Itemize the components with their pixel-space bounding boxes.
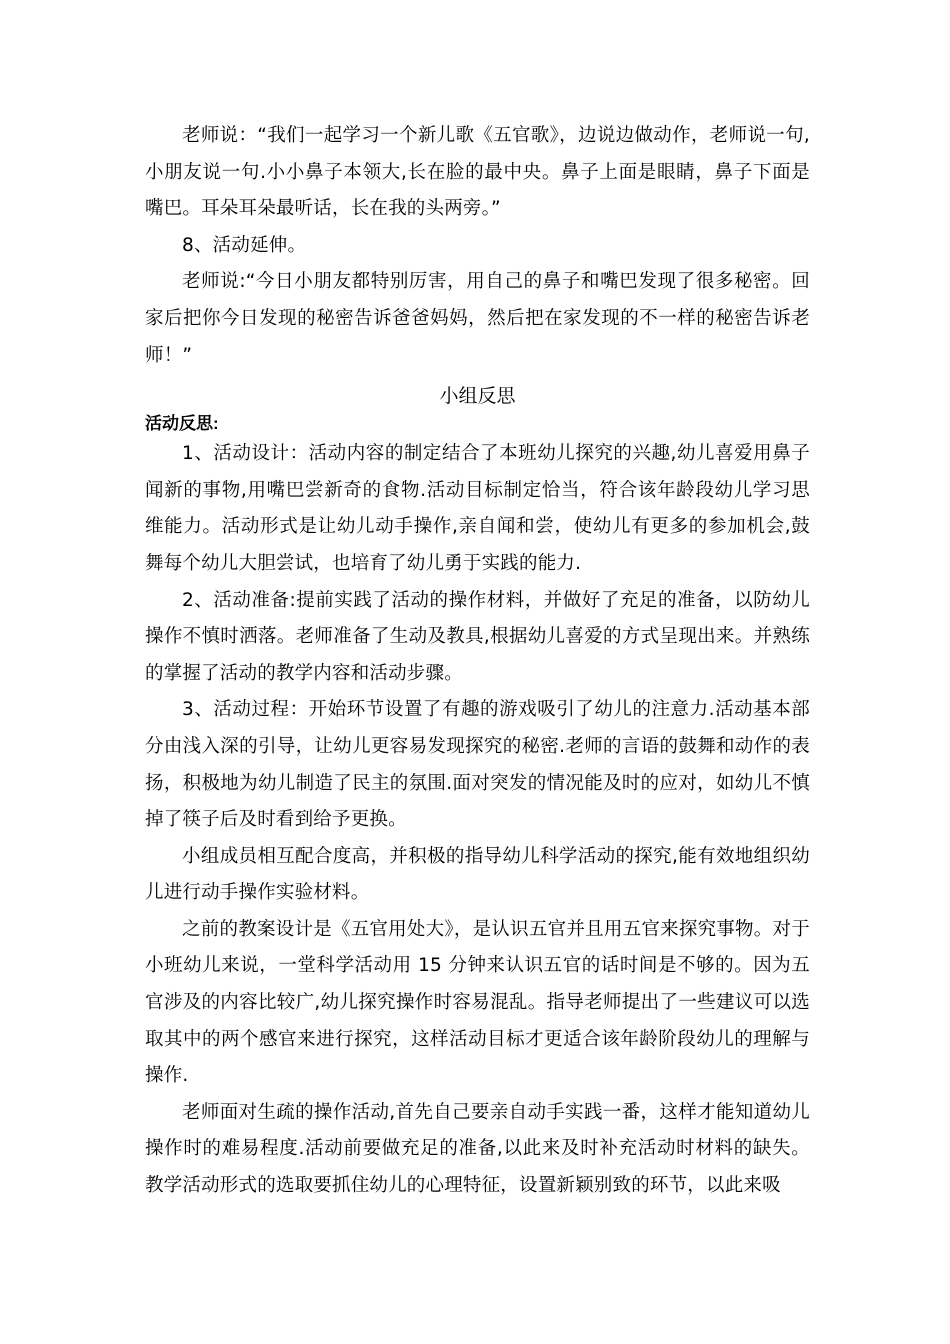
paragraph-preparation: 2、活动准备:提前实践了活动的操作材料，并做好了充足的准备，以防幼儿操作不慎时洒落。老师准备了生动及教具,根据幼儿喜爱的方式呈现出来。并熟练的掌握了活动的教学内容和活动步骤。 (145, 589, 810, 684)
paragraph-team: 小组成员相互配合度高，并积极的指导幼儿科学活动的探究,能有效地组织幼儿进行动手操作实验材料。 (145, 845, 810, 904)
document-page (145, 118, 810, 1205)
paragraph-step-8: 8、活动延伸。 (182, 234, 307, 256)
paragraph-previous-design: 之前的教案设计是《五官用处大》，是认识五官并且用五官来探究事物。对于小班幼儿来说，一堂科学活动用 15 分钟来认识五官的话时间是不够的。因为五官涉及的内容比较广,幼儿探究操作时容易混乱。指导老师提出了一些建议可以选取其中的两个感官来进行探究，这样活动目标才更适合该年龄阶段幼儿的理解与操作. (145, 918, 810, 1087)
paragraph-extension: 老师说:“今日小朋友都特别厉害，用自己的鼻子和嘴巴发现了很多秘密。回家后把你今日发现的秘密告诉爸爸妈妈，然后把在家发现的不一样的秘密告诉老师！” (145, 271, 810, 366)
section-subtitle: 活动反思: (145, 414, 219, 434)
paragraph-teacher: 老师面对生疏的操作活动,首先自己要亲自动手实践一番，这样才能知道幼儿操作时的难易程度.活动前要做充足的准备,以此来及时补充活动时材料的缺失。教学活动形式的选取要抓住幼儿的心理特征，设置新颖别致的环节，以此来吸 (145, 1101, 810, 1197)
paragraph-design: 1、活动设计：活动内容的制定结合了本班幼儿探究的兴趣,幼儿喜爱用鼻子闻新的事物,用嘴巴尝新奇的食物.活动目标制定恰当，符合该年龄段幼儿学习思维能力。活动形式是让幼儿动手操作,亲自闻和尝，使幼儿有更多的参加机会,鼓舞每个幼儿大胆尝试，也培育了幼儿勇于实践的能力. (145, 443, 810, 574)
paragraph-process: 3、活动过程：开始环节设置了有趣的游戏吸引了幼儿的注意力.活动基本部分由浅入深的引导，让幼儿更容易发现探究的秘密.老师的言语的鼓舞和动作的表扬，积极地为幼儿制造了民主的氛围.面对突发的情况能及时的应对，如幼儿不慎掉了筷子后及时看到给予更换。 (145, 699, 810, 831)
paragraph-nursery-rhyme: 老师说：“我们一起学习一个新儿歌《五官歌》，边说边做动作，老师说一句,小朋友说一句.小小鼻子本领大,长在脸的最中央。鼻子上面是眼睛，鼻子下面是嘴巴。耳朵耳朵最听话，长在我的头两旁。” (145, 125, 810, 220)
section-title: 小组反思 (439, 385, 516, 408)
